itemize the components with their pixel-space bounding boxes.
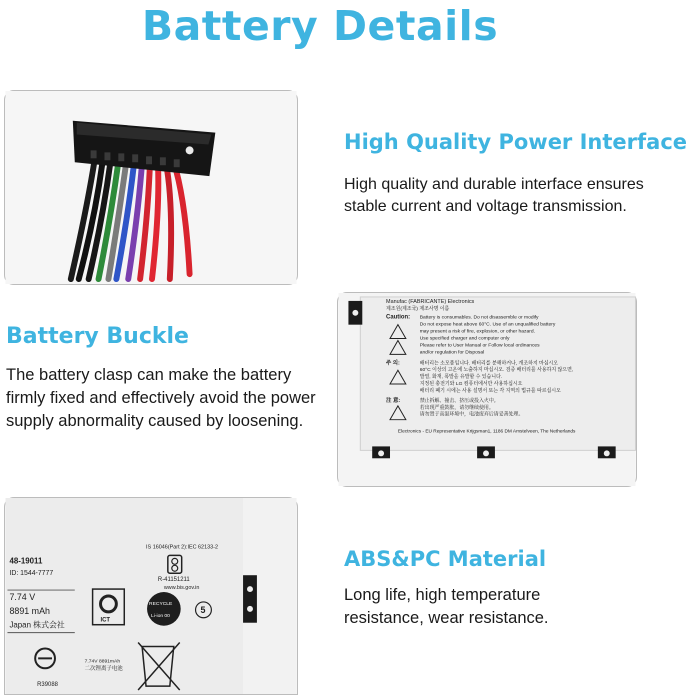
svg-text:Please refer to User Manual or: Please refer to User Manual or Follow local ordinances xyxy=(419,343,540,349)
buckle-description xyxy=(6,364,316,433)
svg-text:Do not expose heat above 60°C.: Do not expose heat above 60°C. Use of an unqualified battery xyxy=(419,322,556,328)
svg-text:60°C 이상의 고온에 노출하지 마십시오. 검증 배터리: 60°C 이상의 고온에 노출하지 마십시오. 검증 배터리를 사용하지 않으면, xyxy=(419,368,574,374)
svg-text:注 意:: 注 意: xyxy=(386,397,401,404)
buckle-heading: Battery Buckle xyxy=(6,324,189,349)
svg-text:请勿置于高温环境中，电池废弃后请妥善处理。: 请勿置于高温环境中，电池废弃后请妥善处理。 xyxy=(419,412,524,418)
svg-text:若出现严重鼓胀，请勿继续使用。: 若出现严重鼓胀，请勿继续使用。 xyxy=(419,405,494,411)
buckle-line-2: firmly fixed and effectively avoid the power xyxy=(6,389,316,407)
svg-text:배터리 폐기 시에는 사용 설명서 또는 각 지역의 법규를: 배터리 폐기 시에는 사용 설명서 또는 각 지역의 법규를 따르십시오 xyxy=(419,388,561,394)
material-line-1: Long life, high temperature xyxy=(344,586,541,604)
material-label-photo xyxy=(4,497,298,695)
buckle-line-3: supply abnormality caused by loosening. xyxy=(6,412,304,430)
svg-text:禁止拆解、撞击、挤压或投入火中。: 禁止拆解、撞击、挤压或投入火中。 xyxy=(419,398,499,404)
label-illustration xyxy=(338,293,636,486)
interface-heading: High Quality Power Interface xyxy=(344,130,687,154)
svg-text:ID: 1544-7777: ID: 1544-7777 xyxy=(9,570,54,578)
svg-text:7.74 V: 7.74 V xyxy=(9,591,36,602)
svg-text:발열, 화재, 폭발을 유발할 수 있습니다.: 발열, 화재, 폭발을 유발할 수 있습니다. xyxy=(419,375,503,381)
material-heading: ABS&PC Material xyxy=(344,547,547,571)
svg-text:RECYCLE: RECYCLE xyxy=(149,601,173,607)
page-title: Battery Details xyxy=(141,2,499,50)
svg-text:8891 mAh: 8891 mAh xyxy=(9,605,50,616)
material-line-2: resistance, wear resistance. xyxy=(344,609,549,627)
svg-text:二次锂离子电池: 二次锂离子电池 xyxy=(84,666,123,673)
svg-text:Japan 株式会社: Japan 株式会社 xyxy=(9,620,65,630)
svg-text:may present a risk of fire, ex: may present a risk of fire, explosion, or other hazard. xyxy=(419,329,535,335)
svg-text:7.74V 8891mAh: 7.74V 8891mAh xyxy=(84,659,121,665)
interface-line-1: High quality and durable interface ensures xyxy=(344,176,644,193)
svg-text:배터리는 소모품입니다. 배터리를 분해하거나, 개조하지: 배터리는 소모품입니다. 배터리를 분해하거나, 개조하지 마십시오 xyxy=(419,361,559,367)
svg-text:Caution:: Caution: xyxy=(386,314,411,321)
svg-text:5: 5 xyxy=(200,604,206,615)
svg-text:제조원(제조국) 제조사명 이름: 제조원(제조국) 제조사명 이름 xyxy=(386,306,450,312)
svg-text:Battery is consumables. Do not: Battery is consumables. Do not disassemble or modify xyxy=(419,315,539,321)
svg-text:R39088: R39088 xyxy=(37,682,58,689)
material-illustration xyxy=(5,498,297,694)
svg-text:R-41151211: R-41151211 xyxy=(157,577,190,584)
svg-text:주 의:: 주 의: xyxy=(386,360,400,367)
svg-text:Manufac (FABRICANTE) Electron: Manufac (FABRICANTE) Electronics xyxy=(386,298,475,305)
connector-illustration xyxy=(5,91,297,284)
interface-line-2: stable current and voltage transmission. xyxy=(344,198,627,215)
buckle-line-1: The battery clasp can make the battery xyxy=(6,366,292,384)
svg-text:지정된 충전기와 LG 컴퓨터에서만 사용하십시오: 지정된 충전기와 LG 컴퓨터에서만 사용하십시오 xyxy=(419,382,523,388)
connector-photo xyxy=(4,90,298,285)
svg-text:IS 16046(Part 2):IEC 62133-2: IS 16046(Part 2):IEC 62133-2 xyxy=(146,544,219,551)
battery-label-photo xyxy=(337,292,637,487)
svg-text:48-19011: 48-19011 xyxy=(9,556,43,566)
interface-description xyxy=(344,174,644,218)
svg-text:www.bis.gov.in: www.bis.gov.in xyxy=(163,585,200,592)
svg-text:and/or regulation for Disposal: and/or regulation for Disposal xyxy=(419,350,485,356)
svg-text:Li-ion 00: Li-ion 00 xyxy=(151,613,170,619)
svg-text:ICT: ICT xyxy=(100,617,111,624)
svg-text:Use specified charger and: Use specified charger and computer only xyxy=(419,336,510,342)
material-description xyxy=(344,584,549,630)
svg-text:Electronics - EU Representativ: Electronics - EU Representative Krijgsman1, 1186 DM Amstelveen, The Netherlands xyxy=(397,429,576,435)
